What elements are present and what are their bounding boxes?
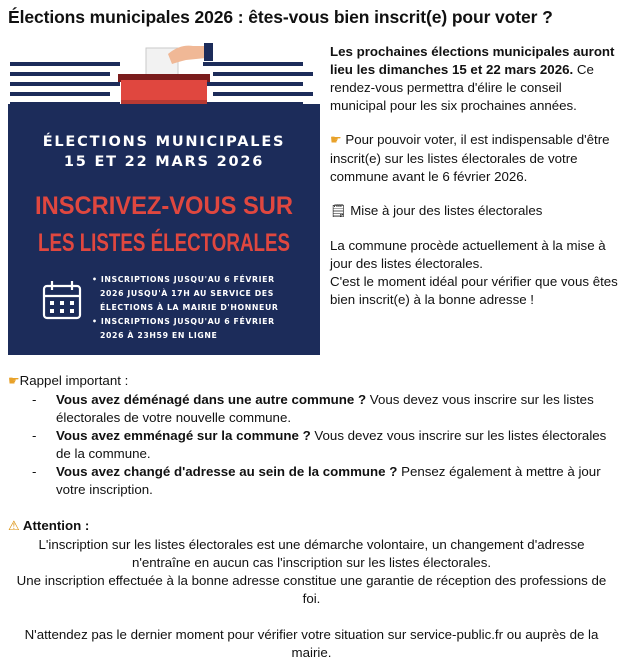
attention-heading: [8, 517, 615, 536]
attention-label: Attention :: [22, 518, 90, 533]
poster-heading-line2: 15 ET 22 MARS 2026: [63, 154, 265, 170]
intro-paragraph: [330, 43, 618, 115]
poster-info-line: 2026 À 23H59 EN LIGNE: [100, 331, 218, 340]
requirement-paragraph: [330, 131, 618, 186]
intro-text: Ce rendez-vous permettra d'élire le conseil municipal pour les six prochaines années.: [330, 62, 594, 113]
poster-cta-line1: INSCRIVEZ-VOUS SUR: [35, 192, 293, 220]
poster-info-line: ÉLECTIONS À LA MAIRIE D'HONNEUR: [100, 303, 279, 312]
reminder-label: Rappel important :: [19, 373, 129, 388]
update-heading: [330, 202, 618, 221]
poster-info-line: • INSCRIPTIONS JUSQU'AU 6 FÉVRIER: [92, 275, 275, 284]
reminder-item-text: Vous devez vous inscrire sur les listes électorales de la commune.: [56, 428, 607, 461]
pointing-hand-icon: ☛: [330, 133, 342, 148]
reminder-item-bold: Vous avez emménagé sur la commune ?: [56, 428, 311, 443]
poster-info-line: 2026 JUSQU'À 17H AU SERVICE DES: [100, 289, 274, 298]
reminder-item-bold: Vous avez changé d'adresse au sein de la commune ?: [56, 464, 398, 479]
warning-icon: ⚠: [8, 519, 20, 534]
list-item: - Vous avez changé d'adresse au sein de la commune ? Pensez également à mettre à jour votre inscription.: [32, 464, 601, 497]
intro-bold: Les prochaines élections municipales auront lieu les dimanches 15 et 22 mars 2026.: [330, 44, 615, 77]
attention-line1: L'inscription sur les listes électorales est une démarche volontaire, un changement d'adresse n'entraîne en aucun cas l'inscription sur les listes électorales.: [38, 537, 585, 570]
page-title: Élections municipales 2026 : êtes-vous bien inscrit(e) pour voter ?: [8, 7, 553, 27]
right-column: [330, 43, 618, 309]
reminder-item-bold: Vous avez déménagé dans une autre commune ?: [56, 392, 367, 407]
update-line1: La commune procède actuellement à la mise à jour des listes électorales.: [330, 238, 606, 271]
reminder-item-text: Pensez également à mettre à jour votre inscription.: [56, 464, 601, 497]
flag-stripes-left: [10, 62, 120, 106]
pointing-hand-icon: ☛: [8, 374, 20, 389]
update-line2: C'est le moment idéal pour vérifier que vous êtes bien inscrit(e) à la bonne adresse !: [330, 274, 618, 307]
update-heading-text: Mise à jour des listes électorales: [346, 203, 543, 218]
attention-line2: Une inscription effectuée à la bonne adresse constitue une garantie de réception des professions de foi.: [16, 573, 607, 606]
reminder-heading: [8, 372, 615, 391]
requirement-text: Pour pouvoir voter, il est indispensable d'être inscrit(e) sur les listes électorales de votre commune avant le 6 février 2026.: [330, 132, 610, 184]
list-item: - Vous avez déménagé dans une autre commune ? Vous devez vous inscrire sur les listes électorales de votre nouvelle commune.: [32, 392, 594, 425]
election-poster: [8, 40, 374, 355]
poster-heading-line1: ÉLECTIONS MUNICIPALES: [42, 134, 286, 150]
ballot-box-icon: [118, 74, 210, 104]
closing-text: N'attendez pas le dernier moment pour vérifier votre situation sur service-public.fr ou auprès de la mairie.: [24, 627, 599, 660]
document-icon: 🗒: [330, 204, 347, 219]
poster-cta-line2: LES LISTES ÉLECTORALES: [38, 229, 374, 257]
reminder-item-text: Vous devez vous inscrire sur les listes électorales de votre nouvelle commune.: [56, 392, 594, 425]
list-item: - Vous avez emménagé sur la commune ? Vous devez vous inscrire sur les listes électorales de la commune.: [32, 428, 607, 461]
reminder-list: [8, 391, 615, 499]
lower-section: [8, 372, 615, 662]
poster-info-line: • INSCRIPTIONS JUSQU'AU 6 FÉVRIER: [92, 317, 275, 326]
flag-stripes-right: [203, 62, 313, 106]
